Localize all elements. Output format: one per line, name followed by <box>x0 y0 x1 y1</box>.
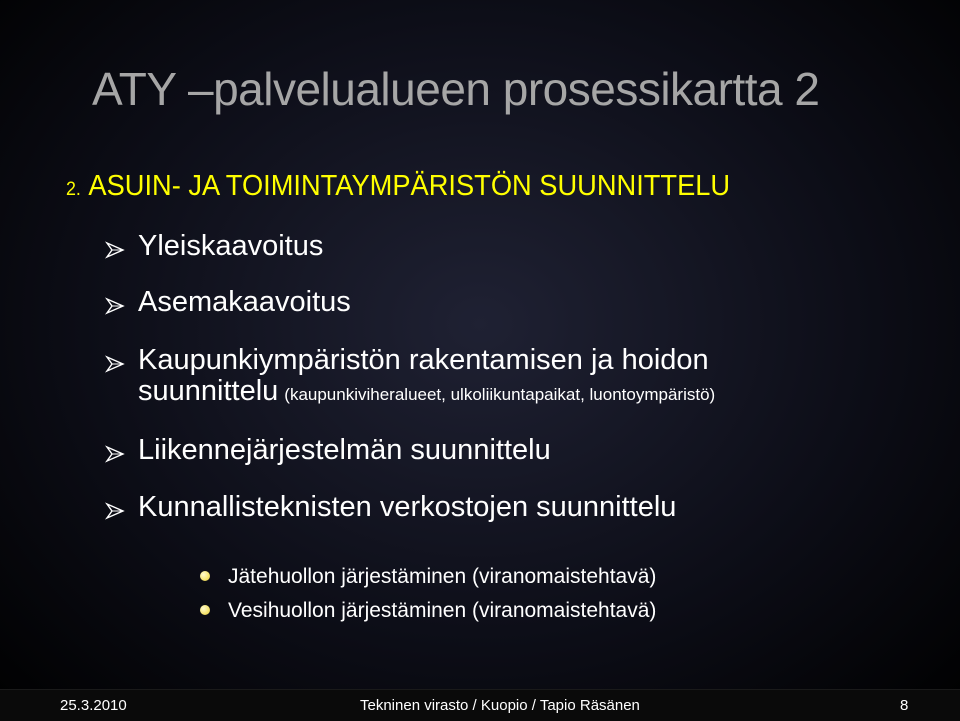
bullet-label: Asemakaavoitus <box>138 286 351 318</box>
bullet-note: (kaupunkiviheralueet, ulkoliikuntapaikat, luontoympäristö) <box>284 385 716 404</box>
footer-date: 25.3.2010 <box>60 697 127 714</box>
slide-footer <box>0 689 960 721</box>
bullet-label: suunnittelu <box>138 375 279 407</box>
footer-page-number: 8 <box>900 697 909 714</box>
slide-title: ATY –palvelualueen prosessikartta 2 <box>92 63 820 115</box>
section-heading-text: ASUIN- JA TOIMINTAYMPÄRISTÖN SUUNNITTELU <box>88 170 731 202</box>
sub-bullet-label: Vesihuollon järjestäminen (viranomaistehtavä) <box>228 599 657 622</box>
arrowhead-bullet-icon <box>104 355 126 373</box>
sub-bullet-label: Jätehuollon järjestäminen (viranomaistehtavä) <box>228 565 657 588</box>
bullet-label: Yleiskaavoitus <box>138 230 324 262</box>
footer-author: Tekninen virasto / Kuopio / Tapio Räsänen <box>360 697 640 714</box>
bullet-label: Kaupunkiympäristön rakentamisen ja hoidon <box>138 344 709 376</box>
arrowhead-bullet-icon <box>104 297 126 315</box>
section-heading <box>66 170 730 203</box>
arrowhead-bullet-icon <box>104 502 126 520</box>
bullet-label: Kunnallisteknisten verkostojen suunnittelu <box>138 491 677 523</box>
arrowhead-bullet-icon <box>104 241 126 259</box>
section-number: 2. <box>66 179 81 200</box>
yellow-dot-bullet-icon <box>200 605 210 615</box>
bullet-label: Liikennejärjestelmän suunnittelu <box>138 434 551 466</box>
arrowhead-bullet-icon <box>104 445 126 463</box>
yellow-dot-bullet-icon <box>200 571 210 581</box>
